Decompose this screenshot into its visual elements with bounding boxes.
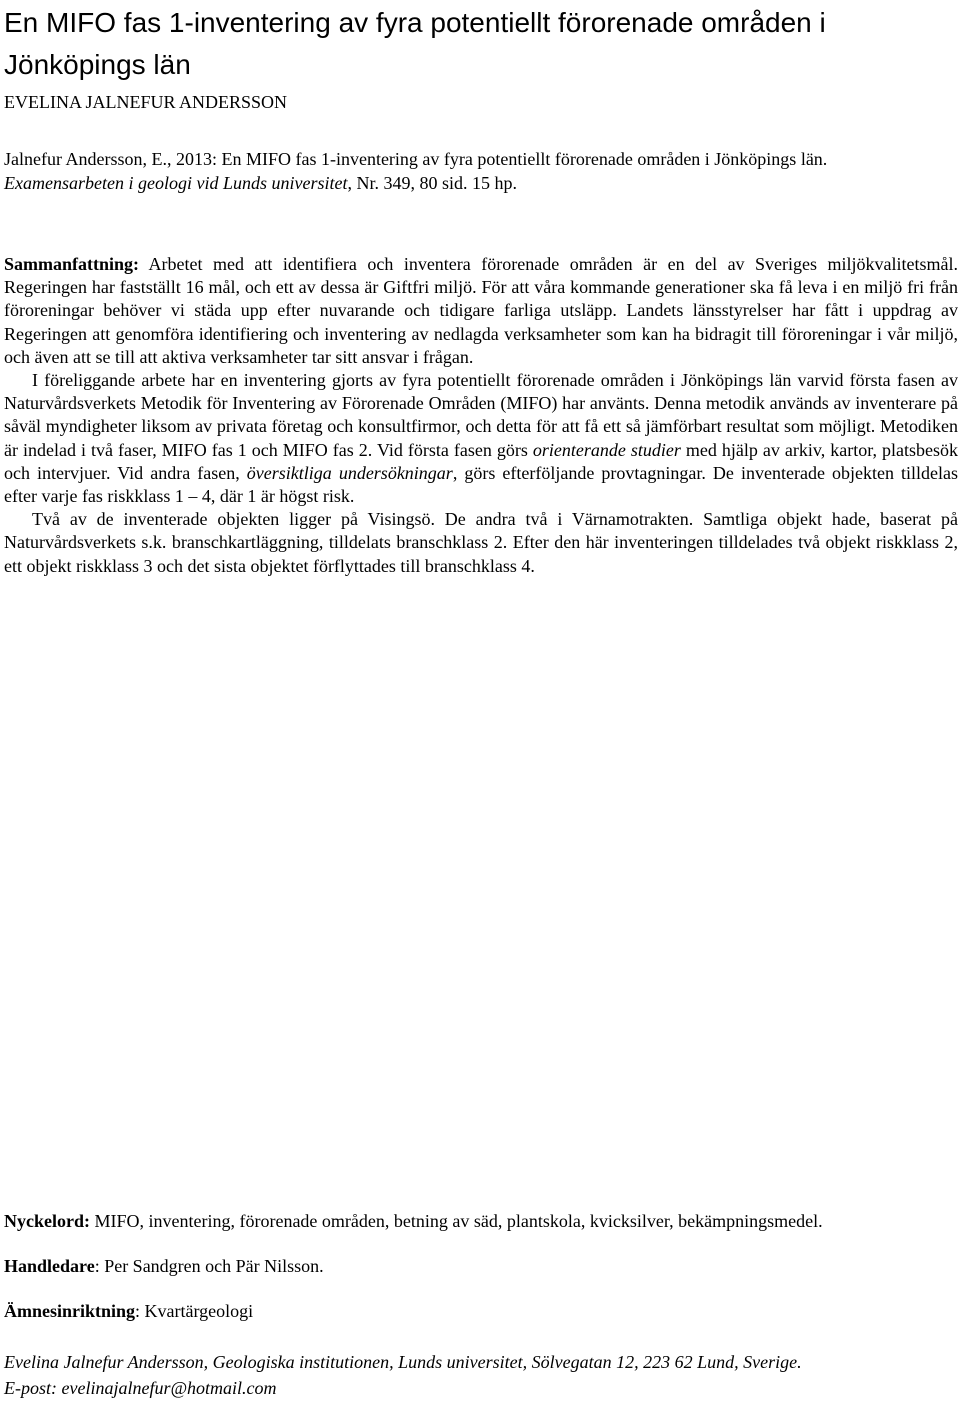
author-name: EVELINA JALNEFUR ANDERSSON — [4, 92, 288, 112]
abstract-label: Sammanfattning: — [4, 254, 140, 274]
citation-main: Jalnefur Andersson, E., 2013: En MIFO fas 1-inventering av fyra potentiellt förorenade områden i Jönköpings län. — [4, 149, 828, 169]
abstract-paragraph-3: Två av de inventerade objekten ligger på Visingsö. De andra två i Värnamotrakten. Samtliga objekt hade, baserat på Naturvårdsverkets s.k. branschkartläggning, tilldelats branschklass 2. Efter den här inventeringen tilldelades två objekt riskklass 2, ett objekt riskklass 3 och det sista objektet förflyttades till branschklass 4. — [4, 509, 958, 576]
affiliation-address: Evelina Jalnefur Andersson, Geologiska institutionen, Lunds universitet, Sölvegatan 12, 223 62 Lund, Sverige. — [4, 1352, 802, 1372]
affiliation-email: E-post: evelinajalnefur@hotmail.com — [4, 1378, 277, 1398]
abstract — [4, 253, 958, 578]
abstract-p2-text-a: I föreliggande arbete har en inventering gjorts av fyra potentiellt förorenade områden i Jönköpings län varvid första fasen av Naturvårdsverkets Metodik för Inventering av Förorenade Områden (MIFO) har använts. Denna metodik används av inventerare på såväl myndigheter liksom av privata företag och konsultfirmor, och detta för att få ett så jämförbart resultat som möjligt. Metodiken är indelad i två faser, MIFO fas 1 och MIFO fas 2. Vid första fasen görs — [4, 370, 958, 460]
citation-series: Examensarbeten i geologi vid Lunds universitet — [4, 173, 348, 193]
abstract-paragraph-2 — [4, 369, 958, 508]
abstract-p2-emphasis-1: orienterande studier — [532, 439, 681, 460]
affiliation — [4, 1349, 958, 1401]
supervisors — [4, 1254, 958, 1278]
keywords-value: MIFO, inventering, förorenade områden, betning av säd, plantskola, kvicksilver, bekämpningsmedel. — [89, 1211, 823, 1231]
citation — [4, 147, 954, 195]
subject — [4, 1299, 958, 1323]
keywords-label: Nyckelord: — [4, 1211, 90, 1231]
abstract-p2-text-b: med hjälp av arkiv, kartor, platsbesök och intervjuer. Vid andra fasen, — [4, 439, 958, 483]
subject-value: : Kvartärgeologi — [135, 1301, 254, 1321]
supervisors-value: : Per Sandgren och Pär Nilsson. — [94, 1256, 324, 1276]
page-title: En MIFO fas 1-inventering av fyra potentiellt förorenade områden i Jönköpings län — [4, 7, 826, 80]
abstract-p2-text-c: , görs efterföljande provtagningar. De inventerade objekten tilldelas efter varje fas riskklass 1 – 4, där 1 är högst risk. — [4, 462, 959, 507]
supervisors-label: Handledare — [4, 1256, 95, 1276]
citation-details: , Nr. 349, 80 sid. 15 hp. — [347, 173, 517, 193]
abstract-paragraph-1 — [4, 253, 958, 369]
abstract-p1-text: Arbetet med att identifiera och inventera förorenade områden är en del av Sveriges miljökvalitetsmål. Regeringen har fastställt 16 mål, och ett av dessa är Giftfri miljö. För att våra kommande generationer ska få leva i en miljö fri från föroreningar behöver vi städa upp efter nuvarande och tidigare farliga utsläpp. Landets länsstyrelser har fått i uppdrag av Regeringen att genomföra identifiering och inventering av nedlagda verksamheter som kan ha bidragit till föroreningar i vår miljö, och även att se till att aktiva verksamheter tar sitt ansvar i frågan. — [4, 254, 958, 367]
subject-label: Ämnesinriktning — [4, 1301, 136, 1321]
keywords — [4, 1209, 958, 1233]
abstract-p2-emphasis-2: översiktliga undersökningar — [246, 462, 453, 483]
